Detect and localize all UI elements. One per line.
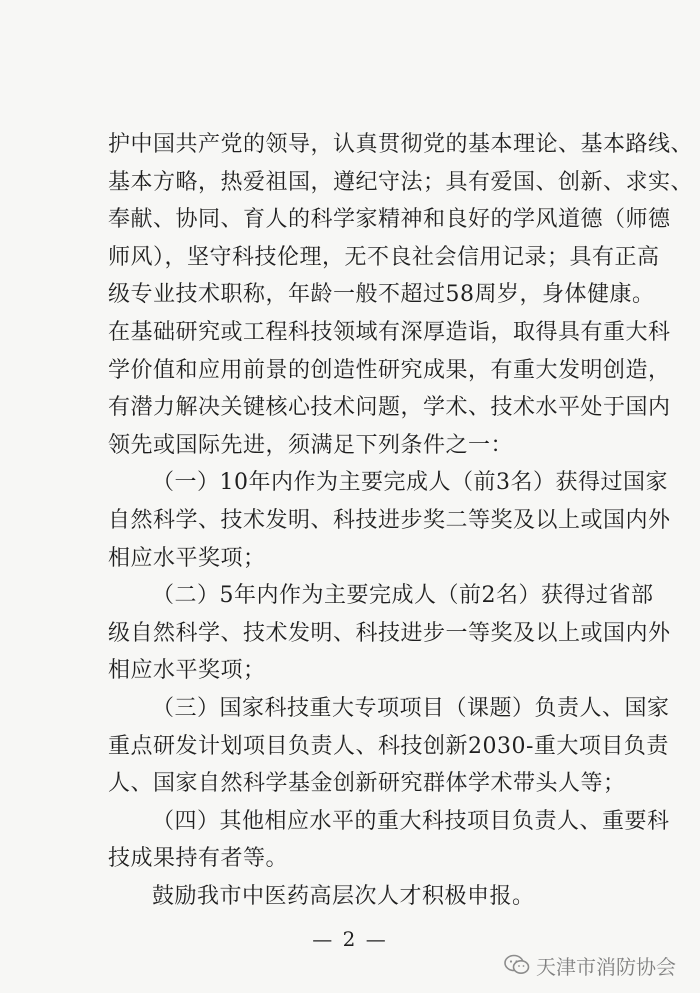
paragraph-line: 领先或国际先进，须满足下列条件之一： — [108, 432, 514, 458]
paragraph-line: 在基础研究或工程科技领域有深厚造诣，取得具有重大科 — [108, 320, 671, 345]
paragraph-line: 师风），坚守科技伦理，无不良社会信用记录；具有正高 — [108, 244, 660, 270]
paragraph-line: 相应水平奖项； — [108, 545, 266, 571]
watermark — [504, 950, 676, 980]
page-number: — 2 — — [312, 927, 388, 951]
watermark-text: 天津市消防协会 — [536, 954, 676, 979]
encouragement-line: 鼓励我市中医药高层次人才积极申报。 — [152, 884, 535, 909]
paragraph-line: 奉献、协同、育人的科学家精神和良好的学风道德（师德 — [108, 207, 671, 233]
paragraph-line: 学价值和应用前景的创造性研究成果，有重大发明创造， — [108, 357, 671, 383]
paragraph-line: 级自然科学、技术发明、科技进步一等奖及以上或国内外 — [108, 620, 671, 646]
paragraph-line: 级专业技术职称，年龄一般不超过58周岁，身体健康。 — [108, 282, 655, 308]
paragraph-line: 有潜力解决关键核心技术问题，学术、技术水平处于国内 — [108, 395, 671, 421]
condition-item-3: （三）国家科技重大专项项目（课题）负责人、国家 — [152, 696, 670, 721]
condition-item-2: （二）5年内作为主要完成人（前2名）获得过省部 — [152, 583, 654, 609]
paragraph-line: 相应水平奖项； — [108, 658, 266, 684]
paragraph-line: 人、国家自然科学基金创新研究群体学术带头人等； — [108, 771, 626, 797]
paragraph-line: 重点研发计划项目负责人、科技创新2030-重大项目负责 — [108, 733, 669, 759]
paragraph-line: 护中国共产党的领导，认真贯彻党的基本理论、基本路线、 — [108, 132, 694, 157]
condition-item-4: （四）其他相应水平的重大科技项目负责人、重要科 — [152, 808, 670, 834]
condition-item-1: （一）10年内作为主要完成人（前3名）获得过国家 — [152, 470, 668, 496]
paragraph-line: 基本方略，热爱祖国，遵纪守法；具有爱国、创新、求实、 — [108, 169, 694, 195]
paragraph-line: 技成果持有者等。 — [108, 846, 289, 872]
wechat-icon — [504, 954, 530, 976]
paragraph-line: 自然科学、技术发明、科技进步奖二等奖及以上或国内外 — [108, 508, 671, 533]
